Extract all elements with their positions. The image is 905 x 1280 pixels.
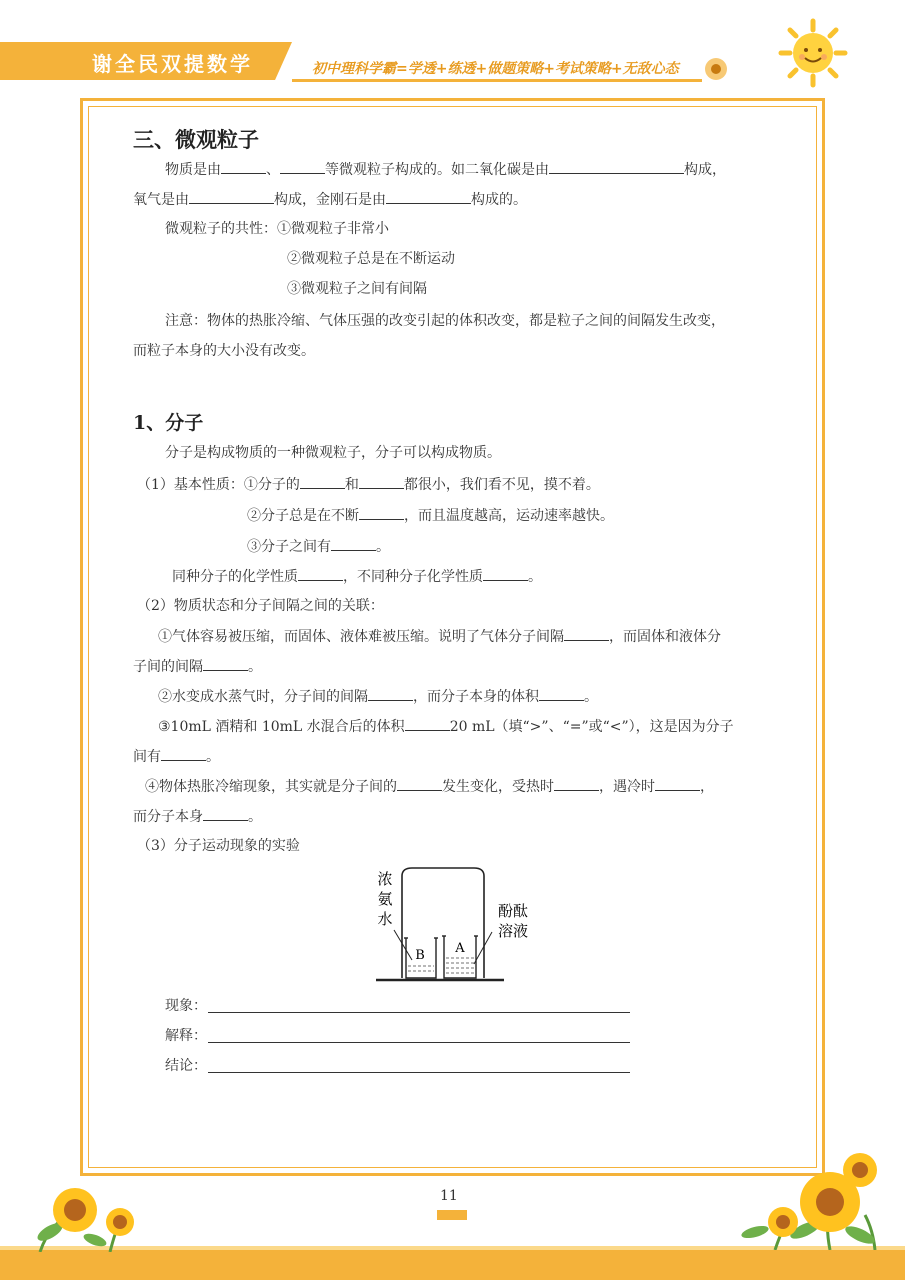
header-strip <box>0 42 80 80</box>
relation-line: ③10mL 酒精和 10mL 水混合后的体积 20 mL（填“>”、“=”或“<”），这是因为分子 <box>158 716 734 737</box>
section-heading-micro-particles: 三、微观粒子 <box>133 127 259 152</box>
small-sunflower-icon <box>703 56 729 82</box>
beaker-b-label: B <box>415 948 425 963</box>
beaker-a-label: A <box>455 941 465 956</box>
relation-line: 而分子本身 。 <box>133 806 262 827</box>
figure-label-left: 氨 <box>377 890 393 908</box>
figure-label-left: 水 <box>377 910 393 928</box>
paragraph-line: 物质是由 、 等微观粒子构成的。如二氧化碳是由 构成， <box>165 159 726 180</box>
experiment-title: （3）分子运动现象的实验 <box>137 838 300 854</box>
footer-bar <box>0 1250 905 1280</box>
figure-label-right: 酚酞 <box>497 902 529 920</box>
header-slogan: 初中理科学霸=学透+练透+做题策略+考试策略+无敌心态 <box>312 61 679 77</box>
chemical-property-line: 同种分子的化学性质 ，不同种分子化学性质 。 <box>172 566 542 587</box>
explanation-line[interactable] <box>208 1042 630 1043</box>
figure-label-right: 溶液 <box>497 922 529 940</box>
sunflower-right-icon <box>735 1150 900 1250</box>
page-number: 11 <box>440 1188 458 1204</box>
relation-line: ④物体热胀冷缩现象，其实就是分子间的 发生变化，受热时 ，遇冷时 ， <box>145 776 714 797</box>
header-line <box>292 79 702 82</box>
phenomenon-label: 现象： <box>165 998 207 1014</box>
sun-icon <box>778 18 848 88</box>
relation-title: （2）物质状态和分子间隔之间的关联： <box>137 598 384 614</box>
section-heading-molecule: 1、分子 <box>133 412 204 434</box>
figure-label-left: 浓 <box>377 870 393 888</box>
explanation-label: 解释： <box>165 1028 207 1044</box>
property-line: ②分子总是在不断 ，而且温度越高，运动速率越快。 <box>247 505 614 526</box>
property-line: ③分子之间有 。 <box>247 536 390 557</box>
intro-line: 分子是构成物质的一种微观粒子，分子可以构成物质。 <box>165 445 501 461</box>
experiment-figure <box>370 864 540 986</box>
conclusion-line[interactable] <box>208 1072 630 1073</box>
header-title: 谢全民双提数学 <box>92 52 253 76</box>
relation-line: 子间的间隔 。 <box>133 656 262 677</box>
phenomenon-line[interactable] <box>208 1012 630 1013</box>
note-line: 注意：物体的热胀冷缩、气体压强的改变引起的体积改变，都是粒子之间的间隔发生改变， <box>165 313 725 329</box>
relation-line: ②水变成水蒸气时，分子间的间隔 ，而分子本身的体积 。 <box>158 686 598 707</box>
relation-line: ①气体容易被压缩，而固体、液体难被压缩。说明了气体分子间隔 ，而固体和液体分 <box>158 626 721 647</box>
conclusion-label: 结论： <box>165 1058 207 1074</box>
common-item: ③微观粒子之间有间隔 <box>287 281 427 297</box>
sunflower-left-icon <box>20 1172 140 1252</box>
paragraph-line: 氧气是由 构成，金刚石是由 构成的。 <box>133 189 527 210</box>
page-number-bar <box>437 1210 467 1220</box>
relation-line: 间有 。 <box>133 746 220 767</box>
common-item: ②微观粒子总是在不断运动 <box>287 251 455 267</box>
common-label: 微观粒子的共性：①微观粒子非常小 <box>165 221 389 237</box>
note-line: 而粒子本身的大小没有改变。 <box>133 343 315 359</box>
property-line: （1）基本性质：①分子的 和 都很小，我们看不见，摸不着。 <box>137 474 600 495</box>
